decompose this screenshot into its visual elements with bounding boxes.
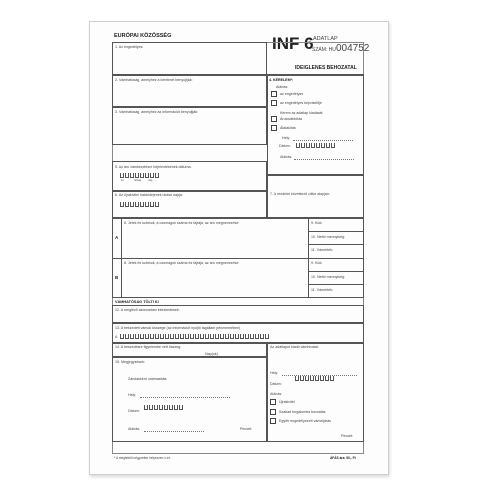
issuing-date: Dátum: [270, 382, 282, 386]
row-b-code: 9. Kód: [311, 261, 323, 265]
field-15-office: Zárolásként uralmasítás: [128, 377, 168, 381]
field-4-label: 4. KÉRELEM*: [269, 78, 294, 82]
issuing-office-label: Az adatlapot kiadó vámhivatal: [270, 345, 319, 349]
procedure-title: IDEIGLENES BEHOZATAL [295, 65, 357, 71]
goods-row-rule [112, 258, 364, 259]
field-14-unit: Nap(ok) [205, 352, 218, 356]
field-5-date-cells [120, 173, 160, 178]
field-4-applicant: Aláírás: [276, 85, 289, 89]
checkbox-licensee[interactable] [271, 91, 277, 97]
customs-section-title: VÁMHATÓSÁG TÖLTI KI [115, 300, 159, 304]
field-5-date-sub-month: hónap [134, 179, 142, 182]
field-15-date-cells [144, 405, 184, 410]
checkbox-transfer[interactable] [271, 116, 277, 122]
field-5-label: 5. Az áru vámkezelésre bejelentésének dátuma: [115, 165, 192, 169]
row-b-value: 11. Vámérték: [311, 288, 334, 292]
field-3-label: 3. Vámhatóság, amelyhez az információt benyújtják: [115, 110, 199, 114]
field-4-place-line [293, 140, 353, 141]
row-b-label: B [115, 275, 119, 280]
issuing-signature: Aláírás: [270, 392, 283, 396]
row-a-goods-label: 8. Jelek és számok, a csomagok száma és fajtája, az áru megnevezése: [124, 221, 240, 225]
right-opt1: Újrakivitel [279, 400, 295, 404]
row-a-net-qty: 10. Nettó mennyiség: [311, 235, 345, 239]
row-a-rule-2 [308, 244, 364, 245]
checkbox-free-circulation[interactable] [270, 409, 276, 415]
row-b-rule-2 [308, 284, 364, 285]
field-5-date-sub-year: év [121, 179, 124, 182]
row-a-code: 9. Kód: [311, 221, 323, 225]
field-4-request: Kérem az adatlap kiadását [280, 111, 323, 115]
issuing-place: Hely: [270, 371, 279, 375]
field-4-place: Hely: [282, 136, 291, 140]
field-5-date-sub-day: nap [148, 179, 153, 182]
field-7-box [267, 175, 364, 218]
field-4-opt1: az engedélyes [280, 92, 304, 96]
row-b-rule-1 [308, 271, 364, 272]
row-b-net-qty: 10. Nettó mennyiség: [311, 275, 345, 279]
inf6-form-sheet [89, 21, 389, 475]
field-1-label: 1. Az engedélyes: [115, 45, 144, 49]
field-15-stamp: Pecsét: [240, 427, 252, 431]
field-7-label: 7. A rendelet következő cikke alapján: [270, 192, 330, 196]
field-15-label: 15. Megjegyzések: [115, 360, 145, 364]
field-13-prefix: A [115, 335, 118, 339]
field-15-place: Hely: [128, 393, 137, 397]
field-12-label: 12. A meglévő azonosítási intézkedések: [115, 308, 180, 312]
checkbox-other-procedure[interactable] [270, 418, 276, 424]
issuing-date-cells [295, 376, 335, 381]
field-15-place-line [140, 397, 230, 398]
field-2-label: 2. Vámhatóság, amelyhez a kérelmet benyújtják: [115, 78, 193, 82]
row-b-goods-label: 8. Jelek és számok, a csomagok száma és fajtája, az áru megnevezése: [124, 261, 240, 265]
checkbox-representative[interactable] [271, 100, 277, 106]
row-a-label: A [115, 235, 119, 240]
field-6-label: 6. Az újrakivitel határidejének utolsó napja: [115, 193, 183, 197]
field-4-req2: Átalakítás [280, 126, 296, 130]
field-6-date-cells [120, 202, 160, 207]
community-title: EURÓPAI KÖZÖSSÉG [114, 33, 172, 39]
field-13-amount-cells [120, 334, 270, 339]
checkbox-reexport[interactable] [270, 399, 276, 405]
footer-code: ÁFÁS ára: 50,- Ft [330, 456, 356, 460]
field-15-signature-line [144, 431, 204, 432]
form-code: INF 6 [272, 34, 314, 53]
field-15-signature: Aláírás: [128, 427, 141, 431]
checkbox-processing[interactable] [271, 125, 277, 131]
row-a-value: 11. Vámérték: [311, 248, 334, 252]
field-4-date-cells [296, 143, 336, 148]
footnote: * A megfelelő négyzetbe helyezzen x-et. [114, 456, 171, 460]
field-4-date: Dátum: [279, 144, 291, 148]
serial-prefix: SZÁM: HU [312, 47, 336, 53]
serial-number: 004752 [336, 43, 370, 54]
field-4-req1: Árutovábbítás [280, 117, 303, 121]
field-4-opt2: az engedélyes képviselője [280, 101, 322, 105]
field-4-box [267, 75, 364, 175]
form-type: ADATLAP [313, 36, 338, 42]
issuing-stamp: Pecsét: [341, 434, 353, 438]
field-4-signature-line [294, 159, 354, 160]
row-a-rule-1 [308, 231, 364, 232]
field-14-label: 14. A beszedésre figyelembe vett összeg: [115, 345, 182, 349]
field-15-date: Dátum: [128, 409, 140, 413]
field-4-signature: Aláírás: [280, 155, 293, 159]
right-opt3: Egyéb engedélyezett vámeljárás [279, 419, 331, 423]
field-13-label: 13. A beszedett vámok összege (az információt nyújtó tagállam pénznemében) [115, 326, 241, 330]
right-opt2: Szabad forgalomba bocsátás [279, 410, 326, 414]
